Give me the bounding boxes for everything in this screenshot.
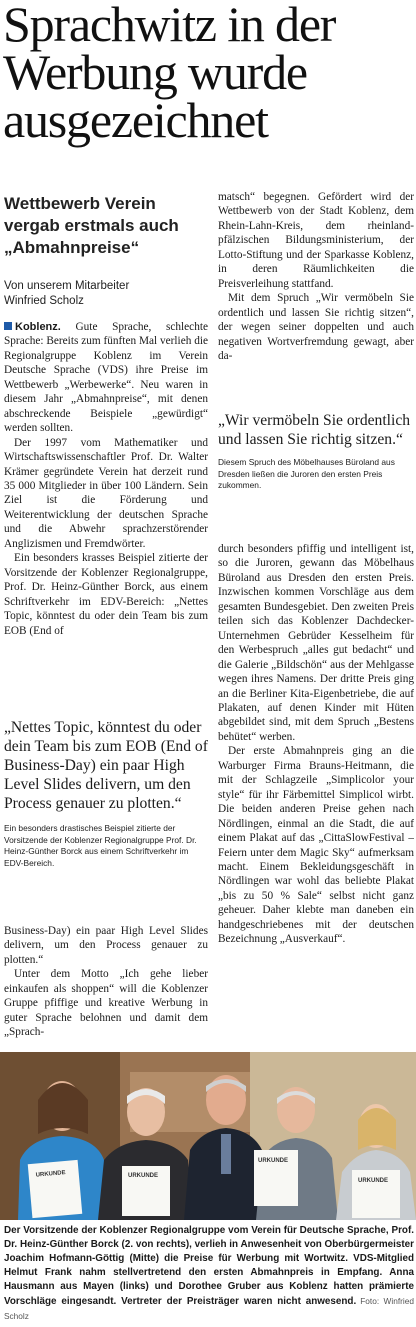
subhead-text: Verein vergab erstmals auch „Abmahnpreise“: [4, 194, 179, 257]
caption-text: Der Vorsitzende der Koblenzer Regionalgruppe vom Verein für Deutsche Sprache, Prof. Dr. Heinz-Günther Borck (2. von rechts), verlieh in Anwesenheit von Oberbürgermeister Joachim Hofmann-Göttig (Mitte) die Preise für Werbung mit Wortwitz. VDS-Mitglied Helmut Frank nahm stellvertretend den ersten Abmahnpreis in Empfang. Anna Hausmann aus Mayen (links) und Dorothee Gruber aus Koblenz hatten prämierte Vorschläge eingesandt. Vertreter der Preisträger waren nicht anwesend.: [4, 1225, 414, 1307]
dateline: Koblenz.: [15, 321, 61, 333]
certificate-label: URKUNDE: [128, 1173, 158, 1179]
pull-quote-2: [218, 411, 414, 492]
paragraph: Koblenz. Gute Sprache, schlechte Sprache: Bereits zum fünften Mal verlieh die Regionalgruppe Koblenz im Verein Deutsche Sprache (VDS) ihre Preise im Wettbewerb „Werbewerke“. Neu waren in diesem Jahr „Abmahnpreise“, mit denen abschreckende Beispiele „gewürdigt“ werden sollten.: [4, 321, 208, 435]
body-column-1-top: [4, 320, 208, 694]
paragraph: Ein besonders krasses Beispiel zitierte der Vorsitzende der Koblenzer Regionalgruppe, Prof. Dr. Heinz-Günther Borck, aus einem Schriftverkehr im EDV-Bereich: „Nettes Topic, könntest du oder dein Team bis zum EOB (End of: [4, 552, 208, 637]
paragraph: matsch“ begegnen. Gefördert wird der Wettbewerb von der Stadt Koblenz, dem Rhein-Lahn-Kreis, dem rheinland-pfälzischen Bildungsministerium, der Lotto-Stiftung und der Sparkasse Koblenz, in deren Räumlichkeiten die Preisverleihung stattfand.: [218, 191, 414, 290]
paragraph-marker-icon: [4, 322, 12, 330]
photo-illustration: [0, 1052, 416, 1220]
headline-line: ausgezeichnet: [3, 92, 268, 148]
headline: [3, 0, 413, 148]
certificate-label: URKUNDE: [258, 1158, 288, 1164]
headline-line: Werbung wurde: [3, 44, 307, 100]
subhead-kicker: Wettbewerb: [4, 194, 101, 213]
pull-quote-text: „Wir vermöbeln Sie ordentlich und lassen Sie richtig sitzen.“: [218, 412, 411, 448]
body-column-1-bottom: [4, 924, 208, 1048]
photo-credit: Foto: Winfried Scholz: [4, 1296, 414, 1321]
pull-quote-caption: Ein besonders drastisches Beispiel zitierte der Vorsitzende der Koblenzer Regionalgruppe Prof. Dr. Heinz-Günther Borck aus einem Schriftverkehr im EDV-Bereich.: [4, 823, 197, 868]
byline-line: Von unserem Mitarbeiter: [4, 280, 130, 292]
author-name: Winfried Scholz: [4, 295, 84, 307]
pull-quote-1: [4, 718, 208, 869]
paragraph: Unter dem Motto „Ich gehe lieber einkaufen als shoppen“ will die Koblenzer Gruppe pfiffige und kreative Werbung in guter Sprache belohnen und damit dem „Sprach-: [4, 968, 208, 1039]
subheadline: [4, 193, 208, 259]
headline-line: Sprachwitz in der: [3, 0, 336, 52]
certificate-label: URKUNDE: [35, 1170, 66, 1179]
paragraph: durch besonders pfiffig und intelligent ist, so die Juroren, gewann das Möbelhaus Büroland aus Dresden den ersten Preis. Inzwischen kommen Vorschläge aus dem gesamten Bundesgebiet. Den zweiten Preis teilen sich das Koblenzer Dachdecker-Unternehmen Gebrüder Kesselheim für den Werbespruch „alles gut bedacht“ und die Galerie „Bildschön“ aus der Mehlgasse wegen ihres Namens. Der dritte Preis ging an die Berliner Kita-Eigenbetriebe, die auf Plakaten, auf denen Kinder mit Hüten abgebildet sind, mit dem Spruch „Bestens behütet“ werben.: [218, 543, 414, 743]
pull-quote-caption: Diesem Spruch des Möbelhauses Büroland aus Dresden ließen die Juroren den ersten Preis zukommen.: [218, 457, 395, 490]
body-column-2-bottom: [218, 542, 414, 1050]
paragraph: Business-Day) ein paar High Level Slides delivern, um den Process genauer zu plotten.“: [4, 925, 208, 966]
certificate-label: URKUNDE: [358, 1178, 388, 1184]
paragraph: Der 1997 vom Mathematiker und Wirtschaftswissenschaftler Prof. Dr. Walter Krämer gegründete Verein hat derzeit rund 35 000 Mitglieder in über 100 Ländern. Sein Ziel ist die Förderung und Weiterentwicklung der deutschen Sprache und die Abwehr sprachzerstörender Anglizismen und Fremdwörter.: [4, 436, 208, 550]
pull-quote-text: „Nettes Topic, könntest du oder dein Team bis zum EOB (End of Business-Day) ein paar High Level Slides delivern, um den Process genauer zu plotten.“: [4, 719, 208, 812]
group-photo: [0, 1052, 416, 1220]
paragraph: Mit dem Spruch „Wir vermöbeln Sie ordentlich und lassen Sie richtig sitzen“, der wegen seiner doppelten und auch negativen Wortverfremdung gewagt, aber da-: [218, 292, 414, 362]
byline: [4, 279, 208, 309]
photo-caption: [4, 1224, 414, 1324]
body-column-2-top: [218, 190, 414, 392]
paragraph: Der erste Abmahnpreis ging an die Warburger Firma Brauns-Heitmann, die mit der Schlagzeile „Simplicolor your style“ für ihr Färbemittel Simplicol wirbt. Die beiden anderen Preise gehen nach Nördlingen, einmal an die Stadt, die auf einem Plakat auf das „CittaSlowFestival – Feiern unter dem Magic Sky“ aufmerksam macht. Einem Bekleidungsgeschäft in Nördlingen war wohl das beliebte Plakat „bis zu 50 % Sale“ selbst nicht ganz geheuer. Daher klebte man daneben ein handgeschriebenes mit der deutschen Bezeichnung „Ausverkauf“.: [218, 745, 414, 946]
